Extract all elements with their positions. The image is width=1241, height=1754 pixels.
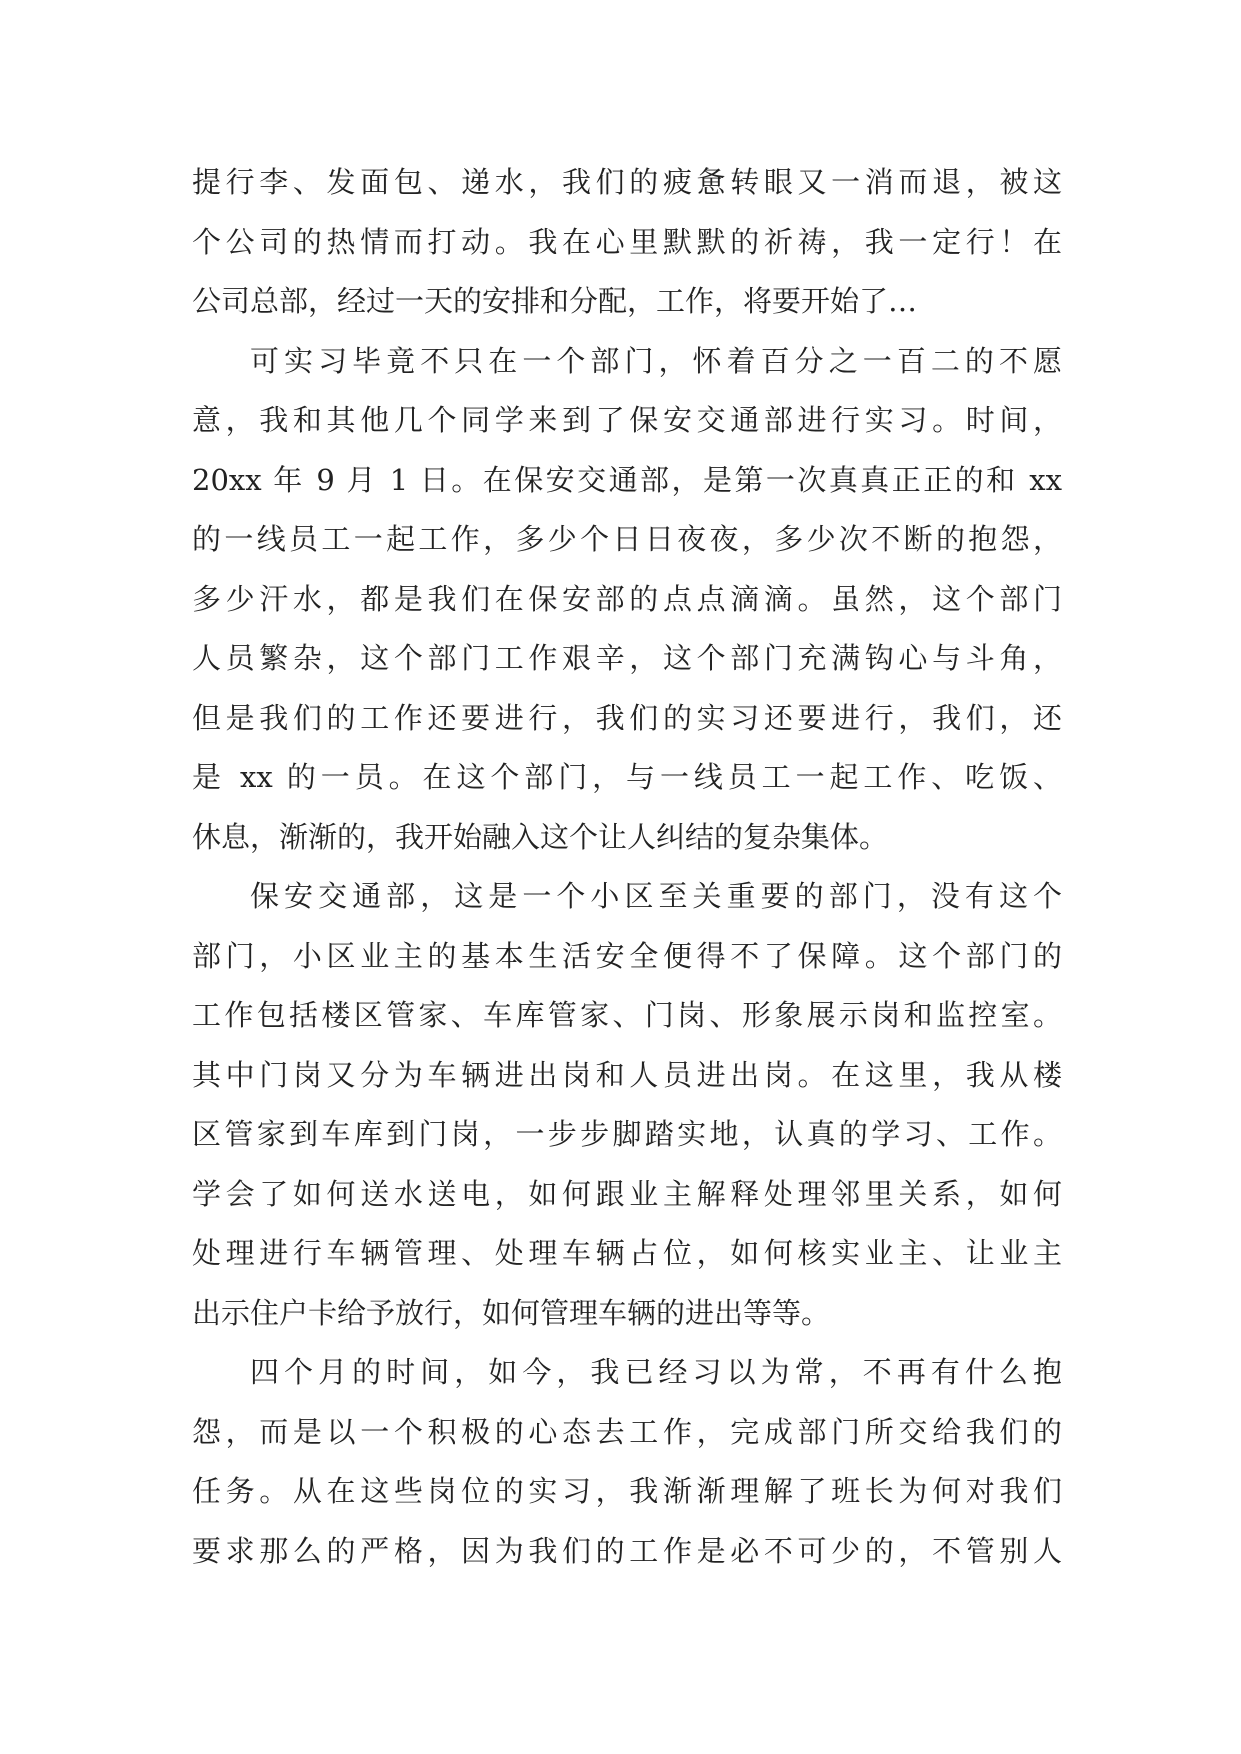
text-line: 个公司的热情而打动。我在心里默默的祈祷，我一定行！在 <box>192 224 1062 259</box>
text-line: 意，我和其他几个同学来到了保安交通部进行实习。时间， <box>192 403 1062 437</box>
text-line: 是 xx 的一员。在这个部门，与一线员工一起工作、吃饭、 <box>192 760 1062 794</box>
text-line: 公司总部，经过一天的安排和分配，工作，将要开始了… <box>192 284 918 318</box>
document-body <box>192 162 1062 1590</box>
text-line: 部门，小区业主的基本生活安全便得不了保障。这个部门的 <box>192 938 1062 973</box>
text-line: 任务。从在这些岗位的实习，我渐渐理解了班长为何对我们 <box>192 1474 1062 1508</box>
text-line: 区管家到车库到门岗，一步步脚踏实地，认真的学习、工作。 <box>192 1117 1062 1151</box>
text-line: 怨，而是以一个积极的心态去工作，完成部门所交给我们的 <box>192 1414 1062 1449</box>
text-line: 出示住户卡给予放行，如何管理车辆的进出等等。 <box>192 1295 831 1330</box>
text-line: 工作包括楼区管家、车库管家、门岗、形象展示岗和监控室。 <box>192 998 1062 1032</box>
text-line: 要求那么的严格，因为我们的工作是必不可少的，不管别人 <box>192 1533 1062 1568</box>
text-line: 可实习毕竟不只在一个部门，怀着百分之一百二的不愿 <box>250 343 1062 378</box>
text-line: 人员繁杂，这个部门工作艰辛，这个部门充满钩心与斗角， <box>192 641 1062 675</box>
text-line: 其中门岗又分为车辆进出岗和人员进出岗。在这里，我从楼 <box>192 1057 1062 1092</box>
text-line: 学会了如何送水送电，如何跟业主解释处理邻里关系，如何 <box>192 1176 1062 1211</box>
text-line: 四个月的时间，如今，我已经习以为常，不再有什么抱 <box>250 1355 1062 1389</box>
text-line: 休息，渐渐的，我开始融入这个让人纠结的复杂集体。 <box>192 819 889 854</box>
text-line: 的一线员工一起工作，多少个日日夜夜，多少次不断的抱怨， <box>192 522 1062 556</box>
text-line: 保安交通部，这是一个小区至关重要的部门，没有这个 <box>250 879 1062 913</box>
text-line: 20xx 年 9 月 1 日。在保安交通部，是第一次真真正正的和 xx <box>192 462 1062 497</box>
text-line: 处理进行车辆管理、处理车辆占位，如何核实业主、让业主 <box>192 1236 1062 1270</box>
text-line: 多少汗水，都是我们在保安部的点点滴滴。虽然，这个部门 <box>192 581 1062 616</box>
text-line: 但是我们的工作还要进行，我们的实习还要进行，我们，还 <box>192 700 1062 735</box>
text-line: 提行李、发面包、递水，我们的疲惫转眼又一消而退，被这 <box>192 165 1062 199</box>
